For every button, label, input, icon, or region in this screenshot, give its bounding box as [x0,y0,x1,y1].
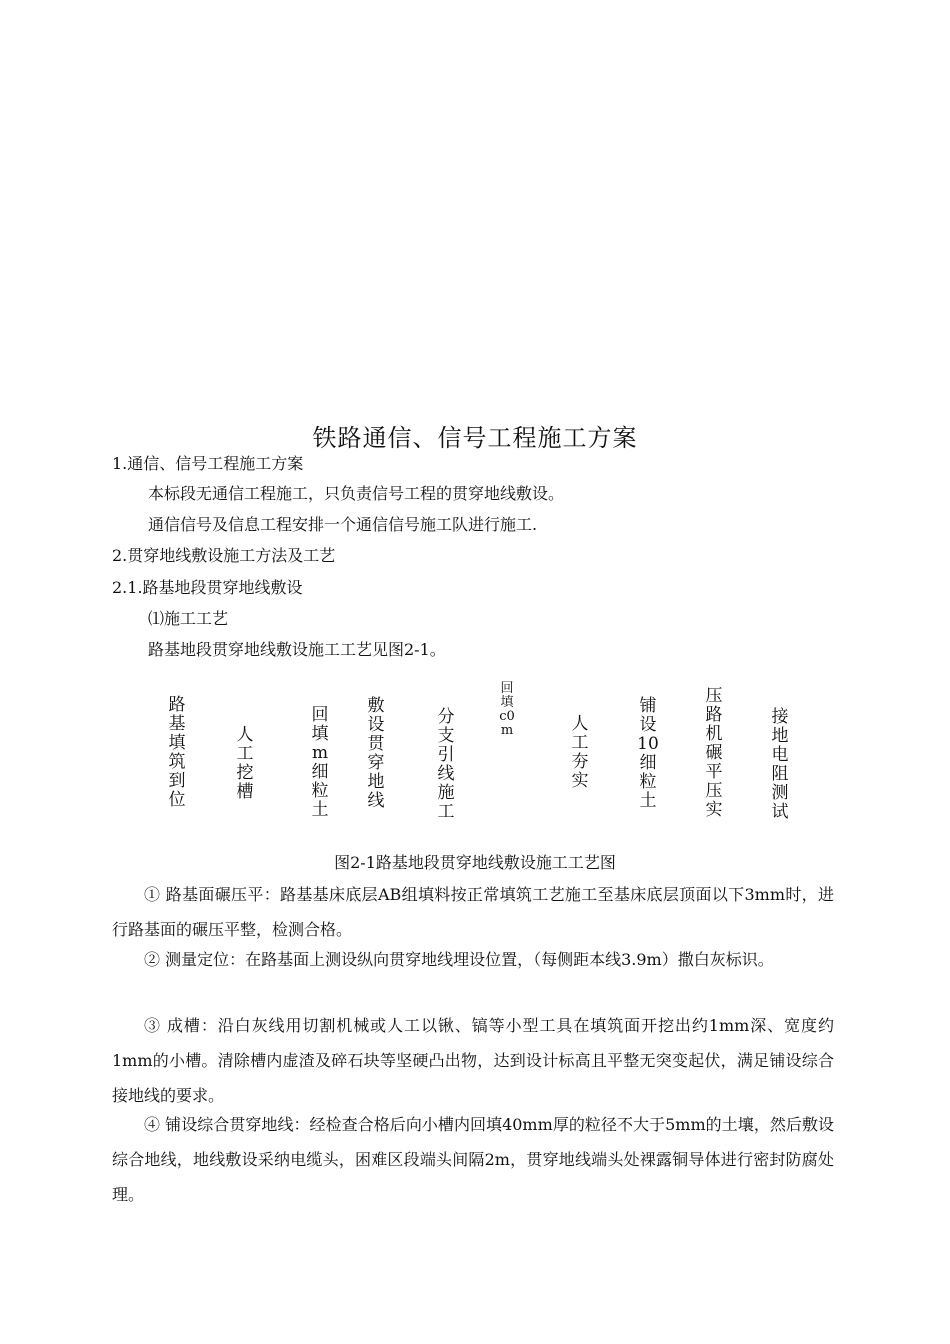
figure-caption: 图2-1路基地段贯穿地线敷设施工工艺图 [334,853,616,872]
paragraph-2: 通信信号及信息工程安排一个通信信号施工队进行施工. [148,515,538,534]
flow-step-2: 人工挖槽 [236,725,254,802]
document-title: 铁路通信、信号工程施工方案 [312,424,638,452]
flow-step-5: 分支引线施工 [437,707,455,822]
step-3-paragraph: ③ 成槽：沿白灰线用切割机械或人工以锹、镐等小型工具在填筑面开挖出约1mm深、宽度约1mm的小槽。清除槽内虚渣及碎石块等坚硬凸出物，达到设计标高且平整无突变起伏，满足铺设综合接地线的要求。 [112,1016,834,1105]
step-1-paragraph: ① 路基面碾压平：路基基床底层AB组填料按正常填筑工艺施工至基床底层顶面以下3mm时，进行路基面的碾压平整，检测合格。 [112,885,834,939]
flow-step-1: 路基填筑到位 [168,695,186,810]
subheading-process: ⑴施工工艺 [148,609,229,628]
flow-step-3: 回填m细粒土 [311,705,329,820]
paragraph-3: 路基地段贯穿地线敷设施工工艺见图2-1。 [148,640,446,659]
heading-1: 1.通信、信号工程施工方案 [112,454,304,473]
flow-step-9: 压路机碾平压实 [705,686,723,820]
flow-step-7: 人工夯实 [571,714,589,791]
flow-step-6: 回填c0m [499,681,515,738]
flow-step-4: 敷设贯穿地线 [367,696,385,811]
flow-step-8: 铺设10细粒土 [637,696,659,811]
heading-2-1: 2.1.路基地段贯穿地线敷设 [112,578,303,597]
paragraph-1: 本标段无通信工程施工，只负责信号工程的贯穿地线敷设。 [148,484,565,503]
flow-step-10: 接地电阻测试 [771,707,789,822]
step-4-paragraph: ④ 铺设综合贯穿地线：经检查合格后向小槽内回填40mm厚的粒径不大于5mm的土壤，然后敷设综合地线，地线敷设采纳电缆头，困难区段端头间隔2m，贯穿地线端头处裸露铜导体进行密封防腐处理。 [112,1115,834,1204]
heading-2: 2.贯穿地线敷设施工方法及工艺 [112,546,336,565]
step-2-paragraph: ② 测量定位：在路基面上测设纵向贯穿地线埋设位置，（每侧距本线3.9m）撒白灰标识。 [144,950,774,969]
